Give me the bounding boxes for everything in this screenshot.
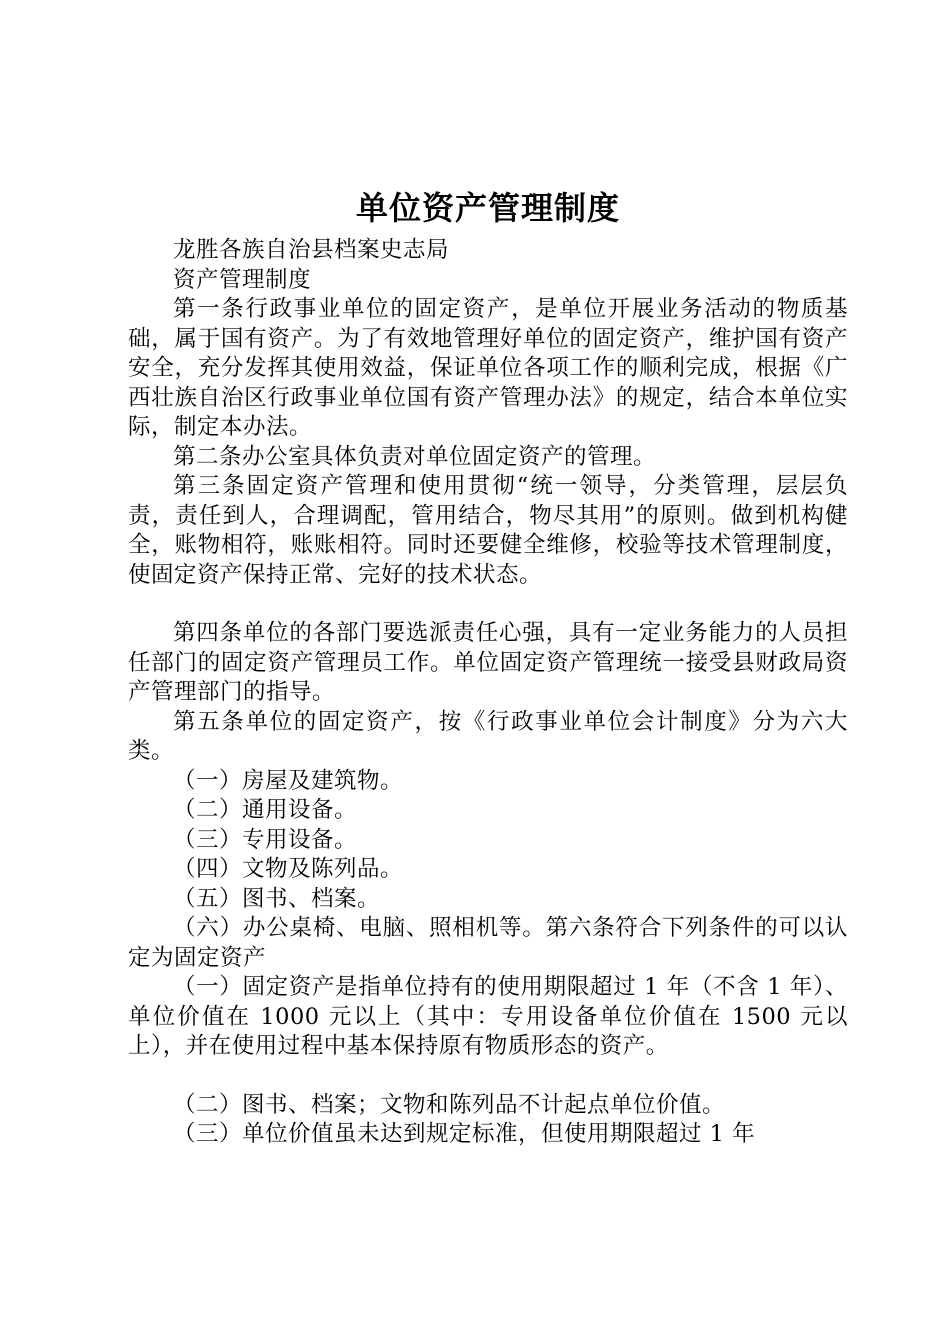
list-item-category-3: （三）专用设备。 bbox=[173, 826, 358, 853]
list-item-category-6: （六）办公桌椅、电脑、照相机等。第六条符合下列条件的可以认定为固定资产 bbox=[128, 915, 848, 971]
list-item-condition-3: （三）单位价值虽未达到规定标准，但使用期限超过 1 年 bbox=[173, 1121, 756, 1147]
list-item-category-2: （二）通用设备。 bbox=[173, 797, 358, 823]
list-item-category-5: （五）图书、档案。 bbox=[173, 885, 381, 912]
paragraph-subtitle: 资产管理制度 bbox=[173, 266, 312, 293]
paragraph-article-4: 第四条单位的各部门要选派责任心强，具有一定业务能力的人员担任部门的固定资产管理员工作。单位固定资产管理统一接受县财政局资产管理部门的指导。 bbox=[128, 620, 848, 705]
paragraph-article-5: 第五条单位的固定资产，按《行政事业单位会计制度》分为六大类。 bbox=[128, 708, 848, 764]
list-item-category-4: （四）文物及陈列品。 bbox=[173, 856, 404, 882]
list-item-condition-1: （一）固定资产是指单位持有的使用期限超过 1 年（不含 1 年）、单位价值在 1000 元以上（其中：专用设备单位价值在 1500 元以上），并在使用过程中基本保持原有物质形态的资产。 bbox=[128, 974, 848, 1059]
document-page bbox=[128, 180, 848, 1150]
paragraph-org-name: 龙胜各族自治县档案史志局 bbox=[173, 237, 450, 263]
list-item-condition-2: （二）图书、档案；文物和陈列品不计起点单位价值。 bbox=[173, 1091, 726, 1118]
document-title: 单位资产管理制度 bbox=[355, 189, 620, 227]
paragraph-article-2: 第二条办公室具体负责对单位固定资产的管理。 bbox=[173, 443, 657, 470]
paragraph-article-3: 第三条固定资产管理和使用贯彻“统一领导，分类管理，层层负责，责任到人，合理调配，管用结合，物尽其用”的原则。做到机构健全，账物相符，账账相符。同时还要健全维修，校验等技术管理制度，使固定资产保持正常、完好的技术状态。 bbox=[128, 473, 848, 588]
list-item-category-1: （一）房屋及建筑物。 bbox=[173, 767, 404, 794]
paragraph-article-1: 第一条行政事业单位的固定资产，是单位开展业务活动的物质基础，属于国有资产。为了有效地管理好单位的固定资产，维护国有资产安全，充分发挥其使用效益，保证单位各项工作的顺利完成，根据《广西壮族自治区行政事业单位国有资产管理办法》的规定，结合本单位实际，制定本办法。 bbox=[128, 296, 848, 440]
